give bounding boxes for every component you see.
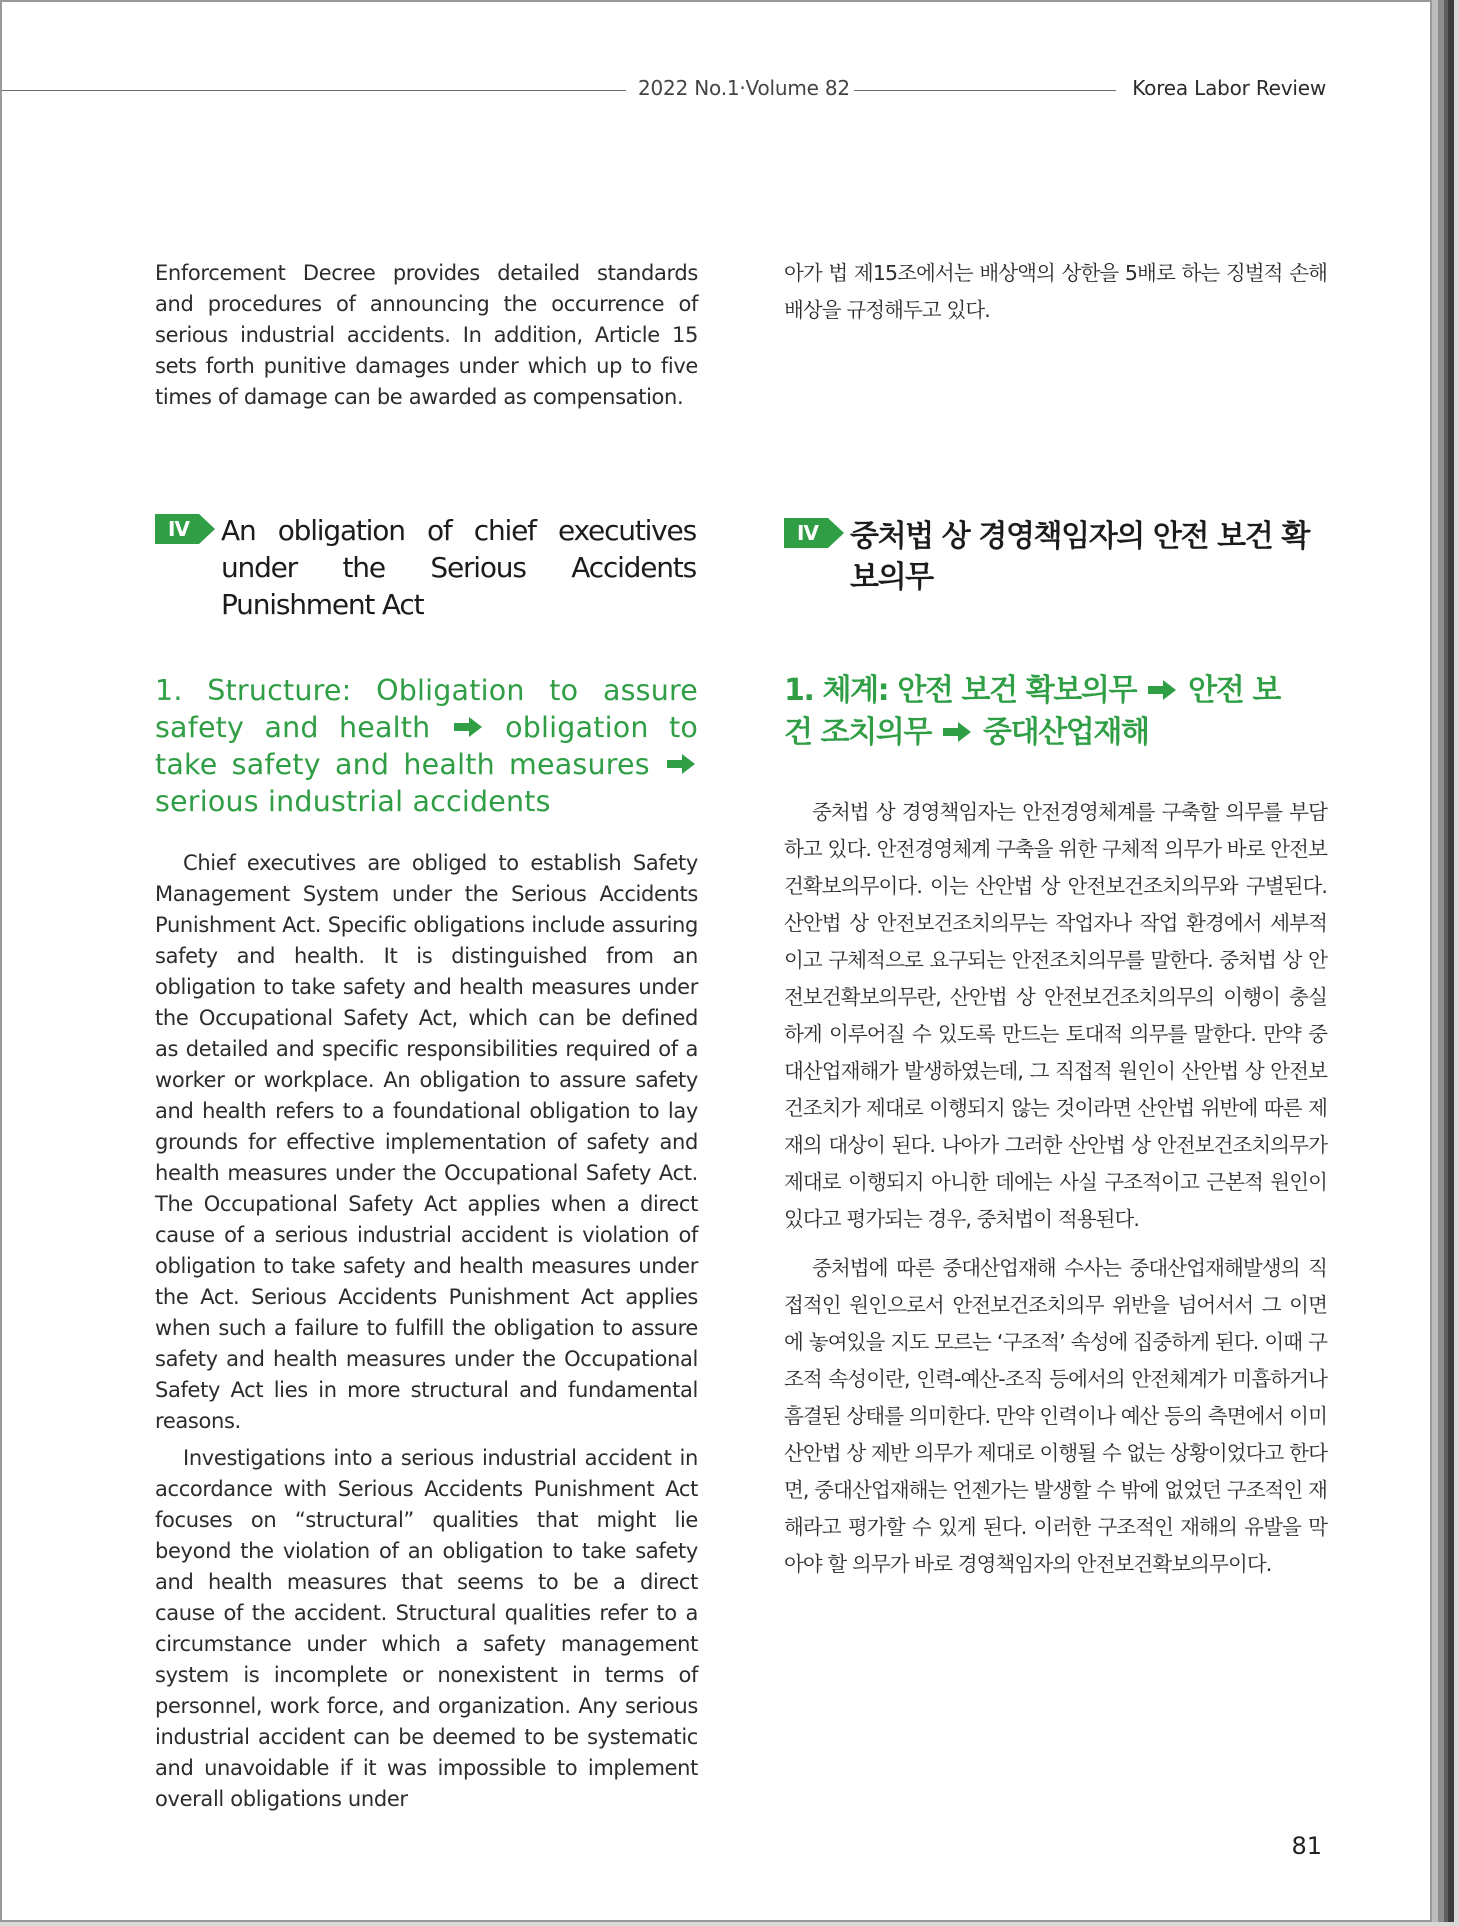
korean-section-title: 중처법 상 경영책임자의 안전 보건 확보의무 (849, 519, 1309, 595)
issue-label: 2022 No.1·Volume 82 (638, 76, 850, 100)
english-intro-block (155, 258, 698, 413)
english-paragraph-1: Chief executives are obliged to establish Safety Management System under the Serious Accidents Punishment Act. Specific obligations include assuring safety and health. It is distinguished from an obligation to take safety and health measures under the Occupational Safety Act, which can be defined as detailed and specific responsibilities required of a worker or workplace. An obligation to assure safety and health refers to a foundational obligation to lay grounds for effective implementation of safety and health measures under the Occupational Safety Act. The Occupational Safety Act applies when a direct cause of a serious industrial accident is violation of obligation to take safety and health measures under the Act. Serious Accidents Punishment Act applies when such a failure to fulfill the obligation to assure safety and health measures under the Occupational Safety Act lies in more structural and fundamental reasons. (155, 851, 698, 1433)
section-number-badge: Ⅳ (155, 514, 199, 544)
english-subsection-title (155, 672, 698, 820)
korean-section-heading (784, 516, 1320, 598)
right-arrow-icon (942, 721, 972, 743)
english-intro-text: Enforcement Decree provides detailed standards and procedures of announcing the occurrence of serious industrial accidents. In addition, Article 15 sets forth punitive damages under which up to five times of damage can be awarded as compensation. (155, 261, 698, 409)
korean-subsection-title (784, 670, 1304, 754)
page-number: 81 (1291, 1832, 1322, 1860)
subsection-part-1: 1. 체계: 안전 보건 확보의무 (784, 673, 1137, 708)
subsection-part-2: obligation to take safety and health measures (155, 711, 698, 781)
english-body (155, 848, 698, 1815)
english-subsection-heading (155, 672, 698, 820)
korean-paragraph-1: 중처법 상 경영책임자는 안전경영체계를 구축할 의무를 부담하고 있다. 안전경영체계 구축을 위한 구체적 의무가 바로 안전보건확보의무이다. 이는 산안법 상 안전보건조치의무와 구별된다. 산안법 상 안전보건조치의무는 작업자나 작업 환경에서 세부적이고 구체적으로 요구되는 안전조치의무를 말한다. 중처법 상 안전보건확보의무란, 산안법 상 안전보건조치의무의 이행이 충실하게 이루어질 수 있도록 만드는 토대적 의무를 말한다. 만약 중대산업재해가 발생하였는데, 그 직접적 원인이 산안법 상 안전보건조치가 제대로 이행되지 않는 것이라면 산안법 위반에 따른 제재의 대상이 된다. 나아가 그러한 산안법 상 안전보건조치의무가 제대로 이행되지 아니한 데에는 사실 구조적이고 근본적 원인이 있다고 평가되는 경우, 중처법이 적용된다. (784, 800, 1327, 1231)
right-arrow-icon (666, 753, 696, 775)
english-section-heading (155, 512, 696, 623)
right-arrow-icon (453, 716, 483, 738)
right-arrow-icon (1147, 679, 1177, 701)
subsection-part-3: 중대산업재해 (983, 715, 1149, 750)
header-rule-right (854, 90, 1116, 91)
english-section-title: An obligation of chief executives under the Serious Accidents Punishment Act (220, 514, 696, 621)
subsection-part-2: 안전 보건 조치의무 (784, 673, 1280, 750)
section-number-badge: Ⅳ (784, 518, 828, 548)
korean-intro-text: 아가 법 제15조에서는 배상액의 상한을 5배로 하는 징벌적 손해배상을 규정해두고 있다. (784, 261, 1327, 322)
header-rule-left (2, 90, 626, 91)
korean-body (784, 794, 1327, 1583)
korean-subsection-heading (784, 670, 1304, 754)
english-paragraph-2: Investigations into a serious industrial accident in accordance with Serious Accidents Punishment Act focuses on “structural” qualities that might lie beyond the violation of an obligation to take safety and health measures that seems to be a direct cause of the accident. Structural qualities refer to a circumstance under which a safety management system is incomplete or nonexistent in terms of personnel, work force, and organization. Any serious industrial accident can be deemed to be systematic and unavoidable if it was impossible to implement overall obligations under (155, 1446, 698, 1811)
korean-intro-block (784, 255, 1327, 329)
journal-title: Korea Labor Review (1132, 76, 1326, 100)
korean-paragraph-2: 중처법에 따른 중대산업재해 수사는 중대산업재해발생의 직접적인 원인으로서 안전보건조치의무 위반을 넘어서서 그 이면에 놓여있을 지도 모르는 ‘구조적’ 속성에 집중하게 된다. 이때 구조적 속성이란, 인력-예산-조직 등에서의 안전체계가 미흡하거나 흠결된 상태를 의미한다. 만약 인력이나 예산 등의 측면에서 이미 산안법 상 제반 의무가 제대로 이행될 수 없는 상황이었다고 한다면, 중대산업재해는 언젠가는 발생할 수 밖에 없었던 구조적인 재해라고 평가할 수 있게 된다. 이러한 구조적인 재해의 유발을 막아야 할 의무가 바로 경영책임자의 안전보건확보의무이다. (784, 1256, 1327, 1576)
subsection-part-1: 1. Structure: Obligation to assure safety and health (155, 674, 698, 744)
subsection-part-3: serious industrial accidents (155, 785, 551, 818)
